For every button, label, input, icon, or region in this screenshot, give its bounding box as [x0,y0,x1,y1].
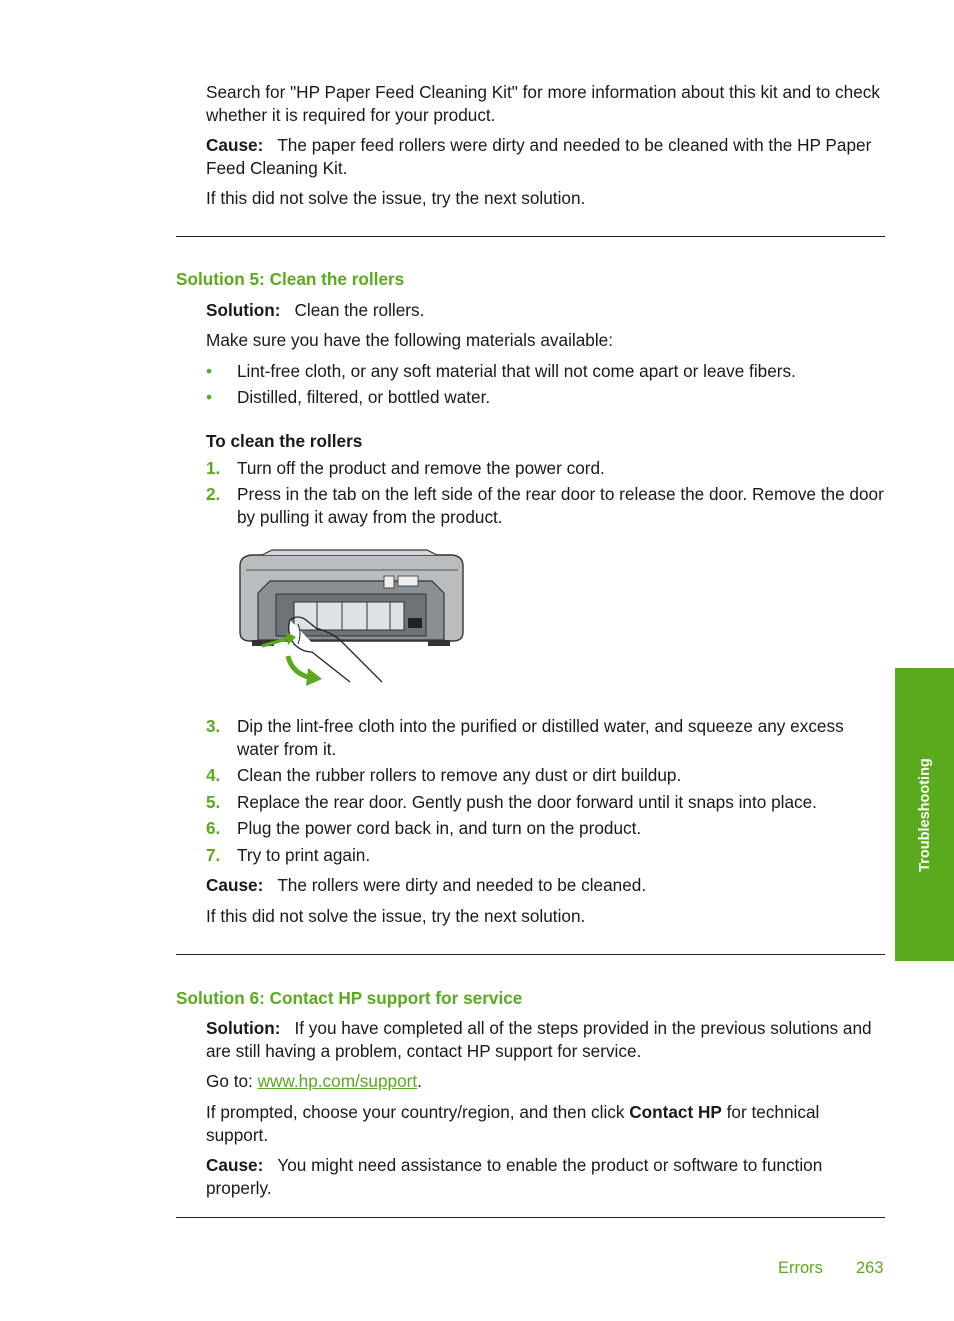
footer-page-number: 263 [856,1259,884,1277]
solution-5-next-solution: If this did not solve the issue, try the next solution. [206,906,586,926]
step-number: 4. [206,765,221,785]
step-number: 5. [206,792,221,812]
contact-hp-label: Contact HP [629,1102,722,1122]
step-text: Try to print again. [237,845,371,865]
solution-text: If you have completed all of the steps provided in the previous solutions and are still having a problem, contact HP support for service. [206,1018,872,1061]
cause-label: Cause: [206,1155,264,1175]
step-text: Press in the tab on the left side of the rear door to release the door. Remove the door by pulling it away from the product. [237,484,884,527]
intro-next-solution: If this did not solve the issue, try the next solution. [206,188,586,208]
bullet-mark: • [206,361,213,381]
goto-prefix: Go to: [206,1071,258,1091]
prompt-before: If prompted, choose your country/region, and then click [206,1102,630,1122]
section-divider [176,1217,885,1218]
step-text: Dip the lint-free cloth into the purified or distilled water, and squeeze any excess water from it. [237,716,844,759]
solution-text: Clean the rollers. [294,300,425,320]
cause-text: The rollers were dirty and needed to be cleaned. [277,875,647,895]
step-number: 3. [206,716,221,736]
step-text: Plug the power cord back in, and turn on the product. [237,818,642,838]
goto-line [206,1070,886,1093]
solution-5-cause [206,874,886,897]
section-divider [176,236,885,237]
bullet-text: Lint-free cloth, or any soft material that will not come apart or leave fibers. [237,361,796,381]
side-tab-label: Troubleshooting [916,757,933,872]
materials-intro: Make sure you have the following materials available: [206,330,613,350]
footer-section-name: Errors [778,1259,823,1277]
cause-text: You might need assistance to enable the product or software to function properly. [206,1155,823,1198]
bullet-text: Distilled, filtered, or bottled water. [237,387,491,407]
solution-label: Solution: [206,1018,281,1038]
cause-text: The paper feed rollers were dirty and needed to be cleaned with the HP Paper Feed Cleaning Kit. [206,135,872,178]
step-number: 2. [206,484,221,504]
prompt-after: for technical support. [206,1102,820,1145]
step-number: 1. [206,458,221,478]
step-number: 7. [206,845,221,865]
bullet-mark: • [206,387,213,407]
solution-6-cause [206,1154,886,1199]
goto-suffix: . [417,1071,422,1091]
solution-label: Solution: [206,300,281,320]
prompt-instruction [206,1101,886,1146]
intro-paragraph: Search for "HP Paper Feed Cleaning Kit" for more information about this kit and to check whether it is required for your product. [206,82,880,125]
solution-5-heading: Solution 5: Clean the rollers [176,269,405,289]
cause-label: Cause: [206,875,264,895]
procedure-title: To clean the rollers [206,431,363,451]
step-text: Clean the rubber rollers to remove any dust or dirt buildup. [237,765,682,785]
support-link[interactable]: www.hp.com/support [257,1071,418,1091]
step-text: Replace the rear door. Gently push the door forward until it snaps into place. [237,792,817,812]
intro-cause [206,134,886,179]
printer-rear-door-illustration [232,548,472,688]
step-text: Turn off the product and remove the power cord. [237,458,605,478]
section-side-tab [895,668,954,961]
section-divider [176,954,885,955]
step-number: 6. [206,818,221,838]
solution-6-heading: Solution 6: Contact HP support for service [176,988,523,1008]
solution-6-solution [206,1017,886,1062]
cause-label: Cause: [206,135,264,155]
solution-5-solution [206,299,886,322]
